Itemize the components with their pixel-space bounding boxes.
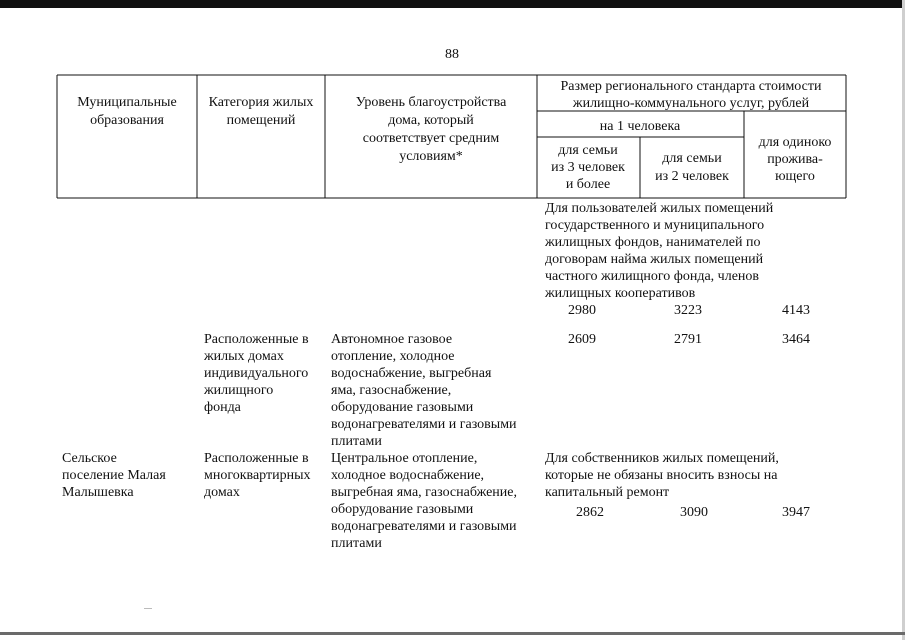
value-family3: 2609: [568, 332, 596, 347]
note-line: частного жилищного фонда, членов: [545, 269, 760, 284]
value-family2: 3090: [680, 505, 708, 520]
note-line: государственного и муниципального: [545, 218, 765, 233]
note-line: Для пользователей жилых помещений: [545, 201, 774, 216]
level-line: яма, газоснабжение,: [331, 383, 452, 398]
block-3-category: [204, 451, 311, 500]
category-line: Расположенные в: [204, 451, 309, 466]
note-line: капитальный ремонт: [545, 485, 670, 500]
block-3-note: [545, 451, 779, 500]
header-per-person: на 1 человека: [599, 119, 681, 134]
header-single-line: ющего: [775, 169, 815, 184]
level-line: оборудование газовыми: [331, 502, 474, 517]
category-line: Расположенные в: [204, 332, 309, 347]
level-line: водонагревателями и газовыми: [331, 417, 517, 432]
header-level-line: Уровень благоустройства: [355, 95, 507, 110]
value-family2: 2791: [674, 332, 702, 347]
note-line: которые не обязаны вносить взносы на: [545, 468, 778, 483]
category-line: жилых домах: [204, 349, 284, 364]
municipality-line: поселение Малая: [62, 468, 166, 483]
level-line: Центральное отопление,: [331, 451, 478, 466]
header-family2-line: из 2 человек: [655, 169, 729, 184]
value-single: 4143: [782, 303, 810, 318]
note-line: договорам найма жилых помещений: [545, 252, 764, 267]
level-line: плитами: [331, 536, 382, 551]
category-line: многоквартирных: [204, 468, 311, 483]
value-family2: 3223: [674, 303, 702, 318]
header-municipality: [77, 95, 176, 128]
block-3-level: [331, 451, 517, 551]
level-line: водонагревателями и газовыми: [331, 519, 517, 534]
header-single: [759, 135, 832, 184]
block-3-municipality: [62, 451, 166, 500]
value-family3: 2862: [576, 505, 604, 520]
value-single: 3947: [782, 505, 810, 520]
header-family3-line: для семьи: [558, 143, 618, 158]
level-line: плитами: [331, 434, 382, 449]
note-line: Для собственников жилых помещений,: [545, 451, 779, 466]
municipality-line: Малышевка: [62, 485, 134, 500]
header-family2: [655, 151, 729, 184]
header-category: [209, 95, 314, 128]
header-family3-line: из 3 человек: [551, 160, 625, 175]
level-line: водоснабжение, выгребная: [331, 366, 492, 381]
header-group-line: Размер регионального стандарта стоимости: [560, 79, 822, 94]
header-category-line: Категория жилых: [208, 95, 314, 110]
header-level-line: дома, который: [388, 113, 474, 128]
category-line: домах: [204, 485, 240, 500]
header-family2-line: для семьи: [662, 151, 722, 166]
header-family3-line: и более: [565, 177, 611, 192]
header-municipality-line: Муниципальные: [77, 95, 177, 110]
header-family3: [551, 143, 625, 192]
header-level-line: соответствует средним: [362, 131, 500, 146]
level-line: оборудование газовыми: [331, 400, 474, 415]
header-single-line: для одиноко: [758, 135, 832, 150]
block-2-values: [568, 332, 810, 347]
header-single-line: прожива-: [767, 152, 823, 167]
block-1-values: [568, 303, 810, 318]
level-line: холодное водоснабжение,: [331, 468, 485, 483]
category-line: фонда: [204, 400, 241, 415]
block-3-values: [576, 505, 810, 520]
header-level-line: условиям*: [399, 149, 463, 164]
level-line: Автономное газовое: [331, 332, 453, 347]
header-category-line: помещений: [226, 113, 296, 128]
category-line: индивидуального: [204, 366, 309, 381]
note-line: жилищных фондов, нанимателей по: [545, 235, 761, 250]
block-1-note: [544, 201, 774, 301]
header-level: [356, 95, 507, 164]
header-group-title: [561, 79, 822, 111]
block-2-level: [331, 332, 517, 449]
value-single: 3464: [782, 332, 810, 347]
header-municipality-line: образования: [90, 113, 164, 128]
municipality-line: Сельское: [62, 451, 117, 466]
note-line: жилищных кооперативов: [545, 286, 696, 301]
category-line: жилищного: [204, 383, 274, 398]
value-family3: 2980: [568, 303, 596, 318]
level-line: выгребная яма, газоснабжение,: [331, 485, 518, 500]
level-line: отопление, холодное: [331, 349, 455, 364]
header-group-line: жилищно-коммунального услуг, рублей: [572, 96, 810, 111]
page-number: 88: [445, 47, 459, 62]
block-2-category: [203, 332, 309, 415]
